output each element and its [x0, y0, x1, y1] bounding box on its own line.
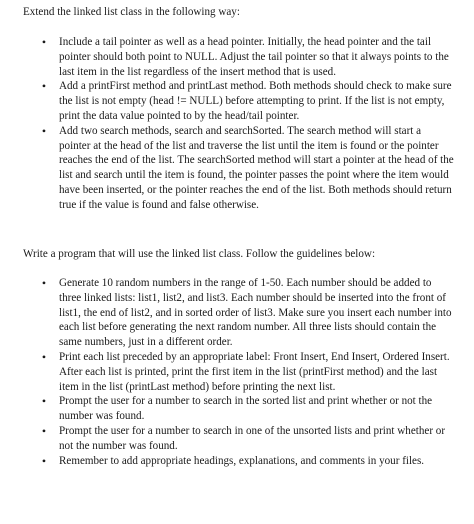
list-item-text: Print each list preceded by an appropriate label: Front Insert, End Insert, Ordered Insert. After each list is printed, print the first item in the list (printFirst method) and the last item in the list (printLast method) before printing the next list.: [59, 350, 450, 393]
bullet-icon: •: [41, 394, 47, 409]
list-item-text: Add two search methods, search and searchSorted. The search method will start a pointer at the head of the list and traverse the list until the item is found or the pointer reaches the end of the list. The searchSorted method will start a pointer at the head of the list and search until the item is found, the pointer passes the point where the item would have been inserted, or the pointer reaches the end of the list. Both methods should return true if the value is found and false otherwise.: [59, 124, 454, 211]
section-1-intro: Extend the linked list class in the following way:: [23, 6, 240, 18]
section-2-list: [0, 276, 474, 468]
list-item-text: Generate 10 random numbers in the range of 1-50. Each number should be added to three linked lists: list1, list2, and list3. Each number should be inserted into the front of list1, the end of list2, and in sorted order of list3. Make sure you insert each number into each list before generating the next random number. All three lists should contain the same numbers, just in a different order.: [59, 277, 452, 349]
bullet-icon: •: [41, 79, 47, 94]
list-item: [0, 454, 474, 469]
bullet-icon: •: [41, 123, 47, 138]
list-item: [0, 276, 474, 350]
list-item: [0, 394, 474, 424]
bullet-icon: •: [41, 423, 47, 438]
bullet-icon: •: [41, 453, 47, 468]
list-item: [0, 79, 474, 123]
list-item-text: Prompt the user for a number to search in one of the unsorted lists and print whether or not the number was found.: [59, 424, 446, 452]
list-item: [0, 424, 474, 454]
list-item-text: Include a tail pointer as well as a head pointer. Initially, the head pointer and the tail pointer should both point to NULL. Adjust the tail pointer so that it always points to the last item in the list regardless of the insert method that is used.: [59, 36, 449, 78]
list-item: [0, 35, 474, 79]
section-2-intro: Write a program that will use the linked list class. Follow the guidelines below:: [23, 248, 376, 260]
list-item: [0, 350, 474, 394]
list-item-text: Prompt the user for a number to search in the sorted list and print whether or not the number was found.: [59, 395, 433, 423]
bullet-icon: •: [41, 349, 47, 364]
list-item: [0, 124, 474, 213]
bullet-icon: •: [41, 276, 47, 290]
list-item-text: Remember to add appropriate headings, explanations, and comments in your files.: [59, 454, 425, 467]
section-1-list: [0, 35, 474, 213]
list-item-text: Add a printFirst method and printLast method. Both methods should check to make sure the list is not empty (head != NULL) before attempting to print. If the list is not empty, print the data value pointed to by the head/tail pointer.: [59, 80, 452, 122]
bullet-icon: •: [41, 35, 47, 49]
